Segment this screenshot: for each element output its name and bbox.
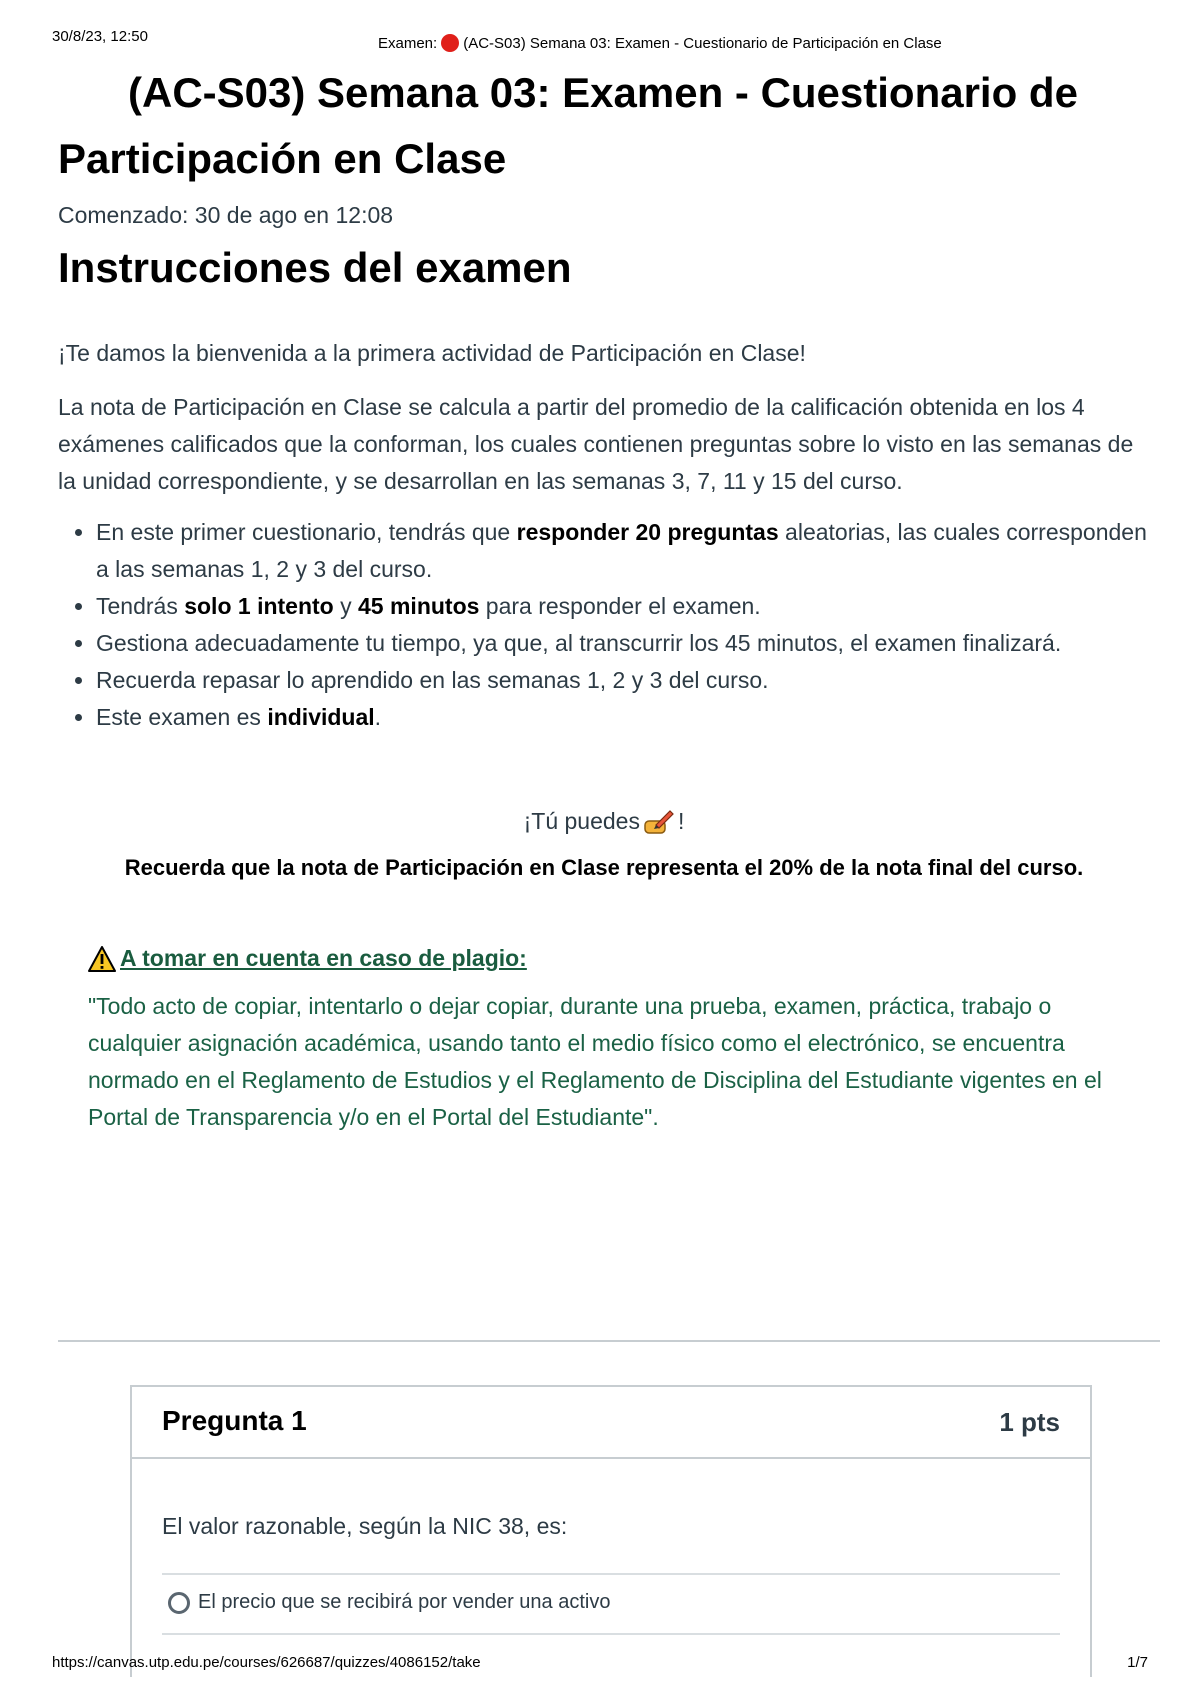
rule-text: Tendrás [96,593,185,619]
plagiarism-text: "Todo acto de copiar, intentarlo o dejar copiar, durante una prueba, examen, práctica, trabajo o cualquier asignación académica, usando tanto el medio físico como el electrónico, se encuentra normado en el Reglamento de Estudios y el Reglamento de Disciplina del Estudiante vigentes en el Portal de Transparencia y/o en el Portal del Estudiante". [88,993,1102,1130]
reminder-text: Recuerda que la nota de Participación en Clase representa el 20% de la nota final del curso. [124,855,1084,880]
answer-divider [162,1633,1060,1635]
rule-text: y [333,593,358,619]
plagiarism-heading [88,945,1150,972]
plagiarism-notice [88,945,1150,1136]
answer-label: El precio que se recibirá por vender una activo [198,1591,611,1613]
print-title-prefix: Examen: [378,34,438,52]
quiz-content [58,60,1150,1136]
print-footer [52,1654,1148,1676]
rule-text: Gestiona adecuadamente tu tiempo, ya que, al transcurrir los 45 minutos, el examen finalizará. [96,630,1062,656]
grade-info-text: La nota de Participación en Clase se calcula a partir del promedio de la calificación obtenida en los 4 exámenes calificados que la conforman, los cuales contienen preguntas sobre lo visto en las semanas de la unidad correspondiente, y se desarrollan en las semanas 3, 7, 11 y 15 del curso. [58,394,1134,494]
rule-bold: 45 minutos [358,593,480,619]
plagiarism-heading-text: A tomar en cuenta en caso de plagio: [120,945,527,971]
answer-option[interactable] [168,1591,610,1614]
page-number: 1/7 [1127,1654,1148,1671]
question-points: 1 pts [999,1407,1060,1437]
rule-item [96,514,1150,588]
print-title [378,34,942,52]
section-divider [58,1340,1160,1342]
rule-bold: individual [267,704,375,730]
welcome-text: ¡Te damos la bienvenida a la primera actividad de Participación en Clase! [58,340,806,366]
rule-item [96,625,1150,662]
question-header [132,1387,1090,1459]
red-circle-icon [441,34,459,52]
question-text: El valor razonable, según la NIC 38, es: [162,1513,568,1539]
rule-text: aleatorias, las cuales corresponden a las semanas 1, 2 y 3 del curso. [96,519,1147,582]
radio-icon[interactable] [168,1592,190,1614]
rule-item [96,662,1150,699]
rules-list [58,514,1150,736]
rule-text: para responder el examen. [479,593,761,619]
question-card [130,1385,1092,1677]
rule-bold: responder 20 preguntas [516,519,779,545]
rule-item [96,588,1150,625]
rule-text: En este primer cuestionario, tendrás que [96,519,517,545]
print-title-text: (AC-S03) Semana 03: Examen - Cuestionario de Participación en Clase [463,34,942,52]
warning-icon [88,946,116,972]
question-name: Pregunta 1 [162,1405,307,1436]
instructions-heading: Instrucciones del examen [58,244,572,291]
print-datetime: 30/8/23, 12:50 [52,28,148,45]
rule-item [96,699,1150,736]
rule-bold: solo 1 intento [184,593,334,619]
page-url: https://canvas.utp.edu.pe/courses/626687/quizzes/4086152/take [52,1654,481,1671]
rule-text: Este examen es [96,704,268,730]
cheer-exclaim: ! [677,808,685,834]
cheer-label: ¡Tú puedes [523,808,640,834]
rule-text: Recuerda repasar lo aprendido en las semanas 1, 2 y 3 del curso. [96,667,769,693]
print-header [52,28,1148,52]
writing-hand-icon [644,809,674,835]
quiz-title: (AC-S03) Semana 03: Examen - Cuestionario de Participación en Clase [58,69,1078,182]
cheer-text [58,808,1150,835]
answer-divider [162,1573,1060,1575]
started-timestamp: Comenzado: 30 de ago en 12:08 [58,202,394,228]
rule-text: . [374,704,382,730]
